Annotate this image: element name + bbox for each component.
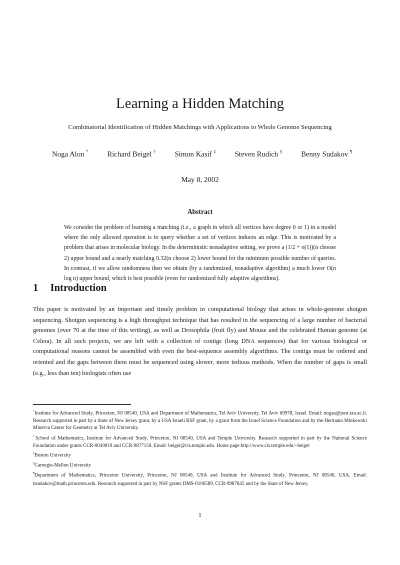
- author: Richard Beigel †: [107, 149, 156, 159]
- intro-paragraph: This paper is motivated by an important and timely problem in computational biology that arises in whole-genome shotgun sequencing. Shotgun sequencing is a high throughput technique that has resulted in the sequencing of a large number of bacterial genomes (over 70 at the time of this writing), as well as Drosophila (fruit fly) and Mouse and the celebrated Human genome (at Celera). In all such projects, we are left with a collection of contigs (long DNA sequences) that for various biological or computational reasons cannot be assembled with even the best-sequence assembly algorithms. The contigs must be ordered and oriented and the gaps between them must be sequenced using slower, more tedious methods. When the number of gaps is small (e.g., less than ten) biologists often use: [33, 306, 367, 377]
- footnote-rule: [33, 404, 131, 405]
- paper-subtitle: Combinatorial Identification of Hidden Matchings with Applications to Whole Genome Sequencing: [68, 124, 332, 131]
- section-number: 1: [33, 283, 39, 294]
- paper-title: Learning a Hidden Matching: [116, 96, 284, 112]
- author: Noga Alon *: [52, 149, 89, 159]
- abstract-text: We consider the problem of learning a matching (i.e., a graph in which all vertices have degree 0 or 1) in a model where the only allowed operation is to query whether a set of vertices induces an edge. This is motivated by a problem that arises in molecular biology. In the deterministic nonadaptive setting, we prove a (1/2 + o(1))(n choose 2) upper bound and a nearly matching 0.32(n choose 2) lower bound for the minimum possible number of queries. In contrast, if we allow randomness then we obtain (by a randomized, nonadaptive algorithm) a much lower O(n log n) upper bound, which is best possible (even for randomized fully adaptive algorithms).: [64, 225, 336, 283]
- section-title: Introduction: [50, 283, 107, 294]
- footnote: §Carnegie-Mellon University: [33, 461, 92, 470]
- page-number: 1: [198, 512, 202, 519]
- author: Simon Kasif ‡: [174, 149, 216, 159]
- footnote: †School of Mathematics, Institute for Advanced Study, Princeton, NJ 08540, USA and Temple University. Research supported in part by the National Science Foundation under grants CCR-0049019 and CCR-9877150. Email: beigel@cis.temple.edu. Home page:http://www.cis.temple.edu/~beigel: [33, 433, 367, 449]
- footnote: ‡Boston University: [33, 451, 72, 459]
- footnote: ¶Department of Mathematics, Princeton University, Princeton, NJ 08540, USA and Institute for Advanced Study, Princeton, NJ 08540, USA. Email: bsudakov@math.princeton.edu. Research supported in part by NSF grants DMS-0106589, CCR-9987845 and by the State of New Jersey.: [33, 471, 367, 487]
- paper-date: May 8, 2002: [181, 175, 219, 184]
- footnote: *Institute for Advanced Study, Princeton, NJ 08540, USA and Department of Mathematics, Tel Aviv University, Tel Aviv 69978, Israel. Email: nogaa@post.tau.ac.il. Research supported in part by a State of New Jersey grant, by a USA Israeli BSF grant, by a grant from the Israel Science Foundation and by the Hermann Minkowski Minerva Center for Geometry at Tel Aviv University.: [33, 409, 367, 432]
- author: Steven Rudich §: [234, 149, 283, 159]
- footnotes: [33, 408, 367, 488]
- abstract-heading: Abstract: [187, 209, 213, 216]
- author-list: [52, 149, 352, 158]
- author: Benny Sudakov ¶: [301, 149, 352, 159]
- section-heading: [33, 283, 119, 294]
